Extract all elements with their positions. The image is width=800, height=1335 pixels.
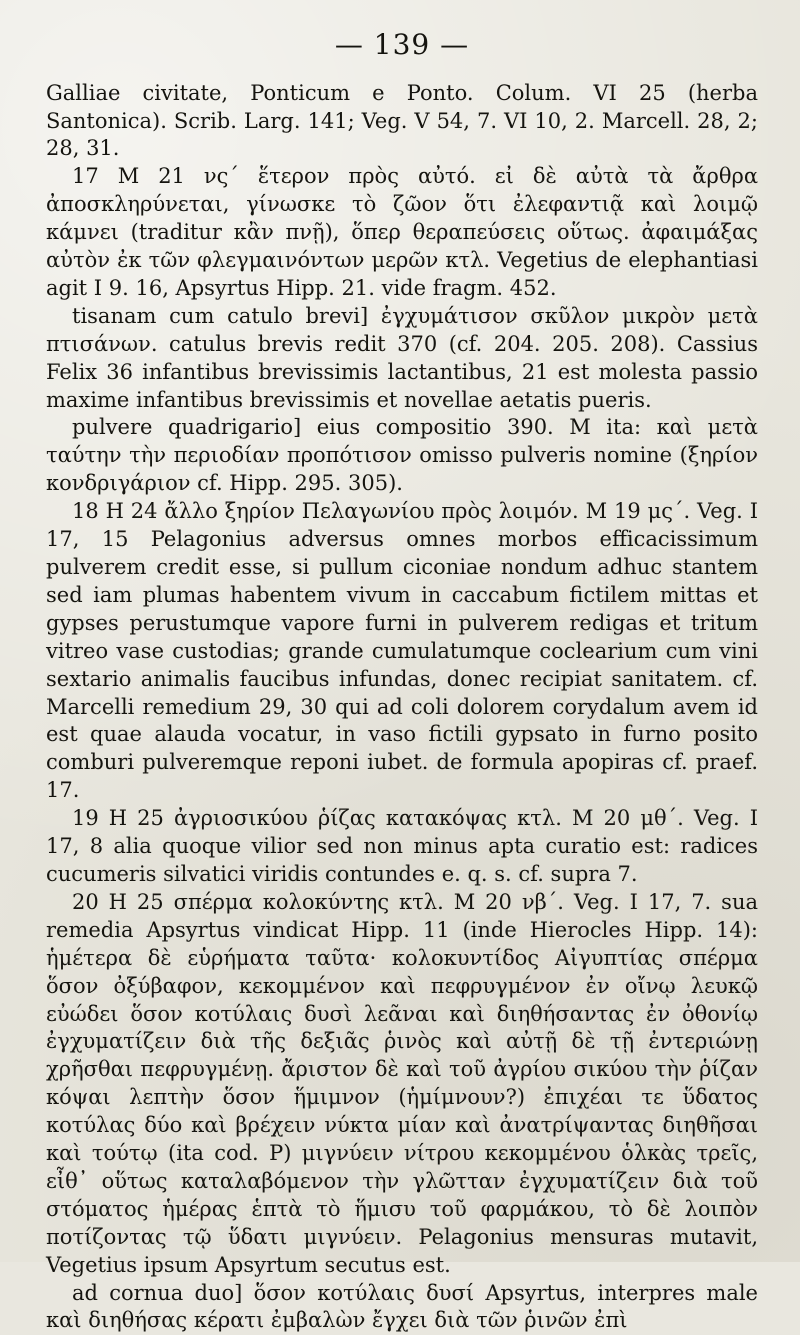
paragraph-note-17: 17 M 21 νς´ ἕτερον πρὸς αὐτό. εἰ δὲ αὐτὰ τὰ ἄρθρα ἀποσκληρύνεται, γίνωσκε τὸ ζῶον ὅτι ἐλεφαντιᾷ καὶ λοιμῷ κάμνει (traditur κἂν πνῇ), ὅπερ θεραπεύσεις οὕτως. ἀφαιμάξας αὐτὸν ἐκ τῶν φλεγμαινόντων μερῶν κτλ. Vegetius de elephantiasi agit I 9. 16, Apsyrtus Hipp. 21. vide fragm. 452. bbox=[46, 164, 758, 300]
paragraph-note-20: 20 H 25 σπέρμα κολοκύντης κτλ. M 20 νβ´. Veg. I 17, 7. sua remedia Apsyrtus vindicat Hipp. 11 (inde Hierocles Hipp. 14): ἡμέτερα δὲ εὑρήματα ταῦτα· κολοκυντίδος Αἰγυπτίας σπέρμα ὅσον ὀξύβαφον, κεκομμένον καὶ πεφρυγμένον ἐν οἴνῳ λευκῷ εὐώδει ὅσον κοτύλαις δυσὶ λεᾶναι καὶ διηθήσαντας ἐν ὀθονίῳ ἐγχυματίζειν διὰ τῆς δεξιᾶς ῥινὸς καὶ αὐτῇ δὲ τῇ ἐντεριώνῃ χρῆσθαι πεφρυγμένῃ. ἄριστον δὲ καὶ τοῦ ἀγρίου σικύου τὴν ῥίζαν κόψαι λεπτὴν ὅσον ἥμιμνον (ἡμίμνουν?) ἐπιχέαι τε ὕδατος κοτύλας δύο καὶ βρέχειν νύκτα μίαν καὶ ἀνατρίψαντας διηθῆσαι καὶ τούτῳ (ita cod. P) μιγνύειν νίτρου κεκομμένου ὁλκὰς τρεῖς, εἶθ᾽ οὕτως καταλαβόμενον τὴν γλῶτταν ἐγχυματίζειν διὰ τοῦ στόματος ἡμέρας ἑπτὰ τὸ ἥμισυ τοῦ φαρμάκου, τὸ δὲ λοιπὸν ποτίζοντας τῷ ὕδατι μιγνύειν. Pelagonius mensuras mutavit, Vegetius ipsum Apsyrtum secutus est. bbox=[46, 889, 758, 1277]
page-number: — 139 — bbox=[334, 28, 470, 61]
paragraph-lemma-cornua: ad cornua duo] ὅσον κοτύλαις δυσί Apsyrtus, interpres male καὶ διηθήσας κέρατι ἐμβαλὼν ἔγχει διὰ τῶν ῥινῶν ἐπὶ bbox=[46, 1280, 758, 1333]
paragraph-lemma-pulvere: pulvere quadrigario] eius compositio 390. M ita: καὶ μετὰ ταύτην τὴν περιοδίαν προπότισον omisso pulveris nomine (ξηρίον κονδριγάριον cf. Hipp. 295. 305). bbox=[46, 415, 758, 496]
paragraph-1: Galliae civitate, Ponticum e Ponto. Colum. VI 25 (herba Santonica). Scrib. Larg. 141; Veg. V 54, 7. VI 10, 2. Marcell. 28, 2; 28, 31. bbox=[46, 80, 758, 161]
page-body bbox=[46, 80, 758, 1335]
paragraph-lemma-tisanam: tisanam cum catulo brevi] ἐγχυμάτισον σκῦλον μικρὸν μετὰ πτισάνων. catulus brevis redit 370 (cf. 204. 205. 208). Cassius Felix 36 infantibus brevissimis lactantibus, 21 est molesta passio maxime infantibus brevissimis et novellae aetatis pueris. bbox=[46, 303, 758, 412]
paragraph-note-18: 18 H 24 ἄλλο ξηρίον Πελαγωνίου πρὸς λοιμόν. M 19 μς´. Veg. I 17, 15 Pelagonius adversus omnes morbos efficacissimum pulverem credit esse, si pullum ciconiae nondum adhuc stantem sed iam plumas habentem vivum in caccabum fictilem mittas et gypses perustumque vapore furni in pulverem redigas et tritum vitreo vase custodias; grande cumulatumque coclearium cum vini sextario animalis faucibus infundas, donec recipiat sanitatem. cf. Marcelli remedium 29, 30 qui ad coli dolorem corydalum avem id est quae alauda vocatur, in vaso fictili gypsato in furno posito comburi pulveremque reponi iubet. de formula apopiras cf. praef. 17. bbox=[46, 499, 758, 803]
paragraph-note-19: 19 H 25 ἀγριοσικύου ῥίζας κατακόψας κτλ. M 20 μθ´. Veg. I 17, 8 alia quoque vilior sed non minus apta curatio est: radices cucumeris silvatici viridis contundes e. q. s. cf. supra 7. bbox=[46, 806, 758, 886]
